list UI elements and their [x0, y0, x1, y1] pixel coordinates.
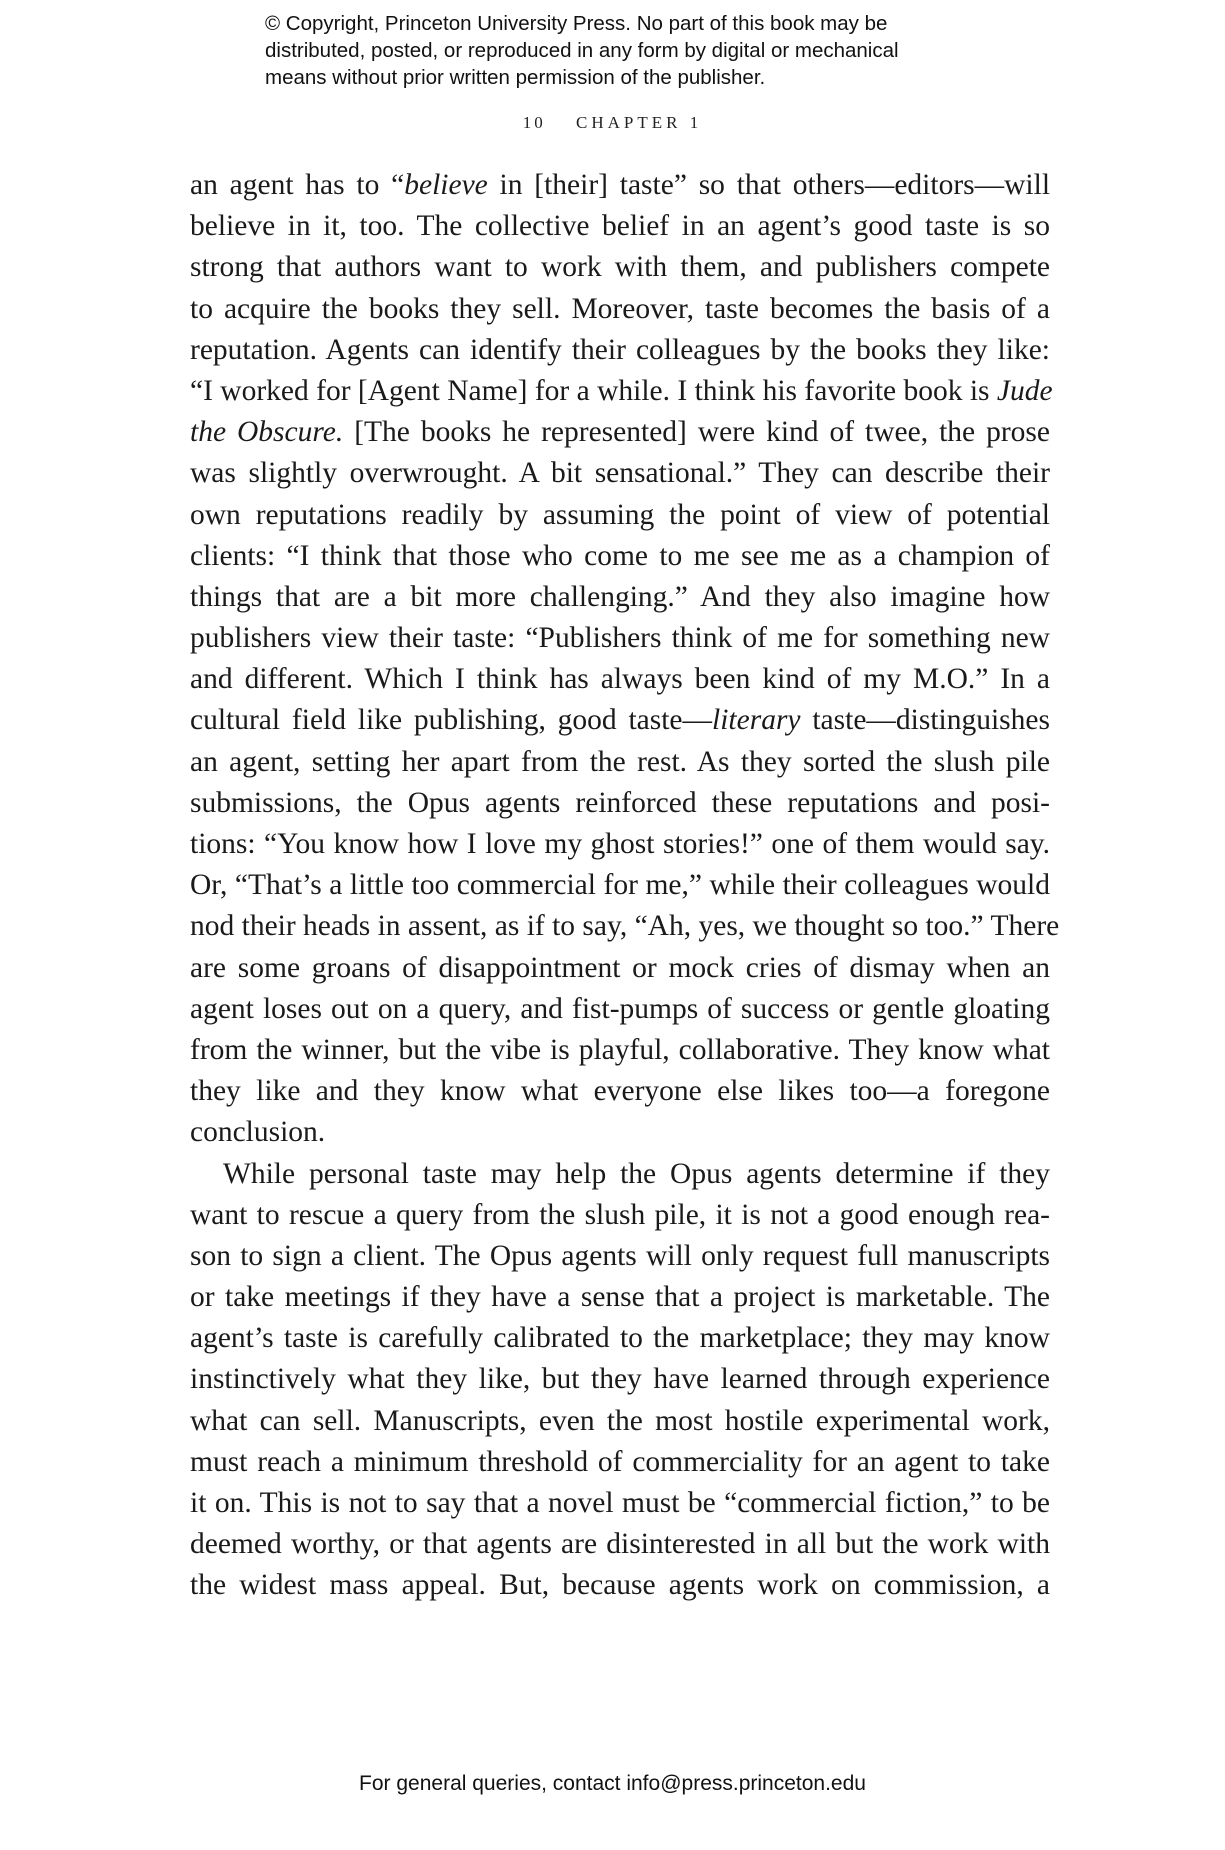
text-line [190, 371, 1053, 412]
copyright-line: © Copyright, Princeton University Press. No part of this book may be [265, 12, 888, 35]
text-line [190, 1112, 1050, 1153]
text-line [190, 659, 1050, 700]
text-line [190, 165, 1050, 206]
text-segment: own reputations readily by assuming the point of view of potential [190, 498, 1050, 531]
text-line [190, 247, 1050, 288]
text-line [190, 700, 1050, 741]
text-line [190, 1442, 1050, 1483]
text-line [190, 1030, 1050, 1071]
text-line [190, 1524, 1050, 1565]
italic-text: believe [404, 169, 488, 201]
text-segment: tions: “You know how I love my ghost stories!” one of them would say. [190, 828, 1050, 860]
text-line [190, 989, 1050, 1030]
text-line [190, 1483, 1050, 1524]
text-segment: an agent, setting her apart from the rest. As they sorted the slush pile [190, 745, 1050, 778]
text-segment: son to sign a client. The Opus agents will only request full manuscripts [190, 1239, 1050, 1272]
text-segment: must reach a minimum threshold of commerciality for an agent to take [190, 1445, 1050, 1478]
text-segment: submissions, the Opus agents reinforced these reputations and posi- [190, 786, 1050, 819]
paragraph-1 [190, 165, 1060, 1154]
text-segment: clients: “I think that those who come to me see me as a champion of [190, 539, 1050, 572]
italic-text: the Obscure. [190, 416, 344, 449]
text-line [190, 865, 1050, 906]
text-segment: reputation. Agents can identify their colleagues by the books they like: [190, 333, 1050, 366]
text-line [190, 1071, 1050, 1112]
text-segment: [The books he represented] were kind of twee, the prose [343, 416, 1050, 449]
text-segment: or take meetings if they have a sense that a project is marketable. The [190, 1281, 1050, 1314]
footer-contact: For general queries, contact info@press.princeton.edu [359, 1772, 866, 1795]
text-segment: to acquire the books they sell. Moreover, taste becomes the basis of a [190, 292, 1050, 325]
text-line [190, 536, 1050, 577]
text-segment: from the winner, but the vibe is playful, collaborative. They know what [190, 1033, 1050, 1066]
text-line [190, 618, 1050, 659]
text-segment: what can sell. Manuscripts, even the most hostile experimental work, [190, 1404, 1050, 1437]
text-segment: agent loses out on a query, and fist-pumps of success or gentle gloating [190, 992, 1050, 1025]
chapter-title: CHAPTER 1 [576, 113, 703, 132]
text-line [190, 1236, 1050, 1277]
text-segment: publishers view their taste: “Publishers think of me for something new [190, 622, 1050, 655]
text-segment: While personal taste may help the Opus agents determine if they [223, 1157, 1050, 1190]
text-segment: the widest mass appeal. But, because agents work on commission, a [190, 1569, 1050, 1602]
text-segment: believe in it, too. The collective belief in an agent’s good taste is so [190, 210, 1050, 243]
copyright-line: means without prior written permission of the publisher. [265, 66, 766, 89]
text-segment: deemed worthy, or that agents are disinterested in all but the work with [190, 1528, 1050, 1561]
text-segment: was slightly overwrought. A bit sensational.” They can describe their [190, 457, 1050, 490]
text-line [190, 824, 1050, 865]
text-line [190, 1154, 1050, 1195]
copyright-notice [265, 10, 985, 91]
text-line [190, 206, 1050, 247]
italic-text: literary [712, 704, 801, 737]
text-segment: agent’s taste is carefully calibrated to the marketplace; they may know [190, 1322, 1050, 1355]
text-line [190, 330, 1050, 371]
text-segment: they like and they know what everyone else likes too—a foregone [190, 1075, 1050, 1108]
text-segment: and different. Which I think has always been kind of my M.O.” In a [190, 663, 1050, 696]
text-line [190, 742, 1050, 783]
text-segment: an agent has to “ [190, 169, 405, 201]
text-line [190, 577, 1050, 618]
text-segment: are some groans of disappointment or mock cries of dismay when an [190, 951, 1050, 984]
text-segment: conclusion. [190, 1116, 326, 1149]
text-segment: things that are a bit more challenging.” And they also imagine how [190, 580, 1050, 613]
text-segment: “I worked for [Agent Name] for a while. I think his favorite book is [190, 374, 997, 407]
running-head [0, 113, 1225, 133]
text-line [190, 495, 1050, 536]
paragraph-2 [190, 1154, 1050, 1607]
text-segment: instinctively what they like, but they have learned through experience [190, 1363, 1050, 1396]
text-line [190, 412, 1050, 453]
text-line [190, 1359, 1050, 1400]
text-line [190, 906, 1060, 947]
text-line [190, 1565, 1050, 1606]
text-segment: in [their] taste” so that others—editors—will [487, 169, 1051, 201]
text-segment: cultural field like publishing, good taste— [190, 704, 713, 737]
text-line [190, 1195, 1050, 1236]
text-segment: want to rescue a query from the slush pile, it is not a good enough rea- [190, 1198, 1050, 1231]
copyright-line: distributed, posted, or reproduced in any form by digital or mechanical [265, 39, 899, 62]
text-line [190, 948, 1050, 989]
text-segment: taste—distinguishes [800, 704, 1050, 737]
text-line [190, 1277, 1050, 1318]
text-line [190, 453, 1050, 494]
text-line [190, 289, 1050, 330]
body-text [190, 165, 1060, 1607]
text-line [190, 783, 1050, 824]
page-number: 10 [522, 113, 546, 132]
text-segment: it on. This is not to say that a novel must be “commercial fiction,” to be [190, 1487, 1050, 1519]
text-segment: strong that authors want to work with them, and publishers compete [190, 251, 1050, 284]
italic-text: Jude [996, 374, 1053, 407]
text-line [190, 1318, 1050, 1359]
text-segment: nod their heads in assent, as if to say, “Ah, yes, we thought so too.” There [190, 910, 1060, 943]
text-line [190, 1401, 1050, 1442]
text-segment: Or, “That’s a little too commercial for me,” while their colleagues would [190, 869, 1050, 902]
